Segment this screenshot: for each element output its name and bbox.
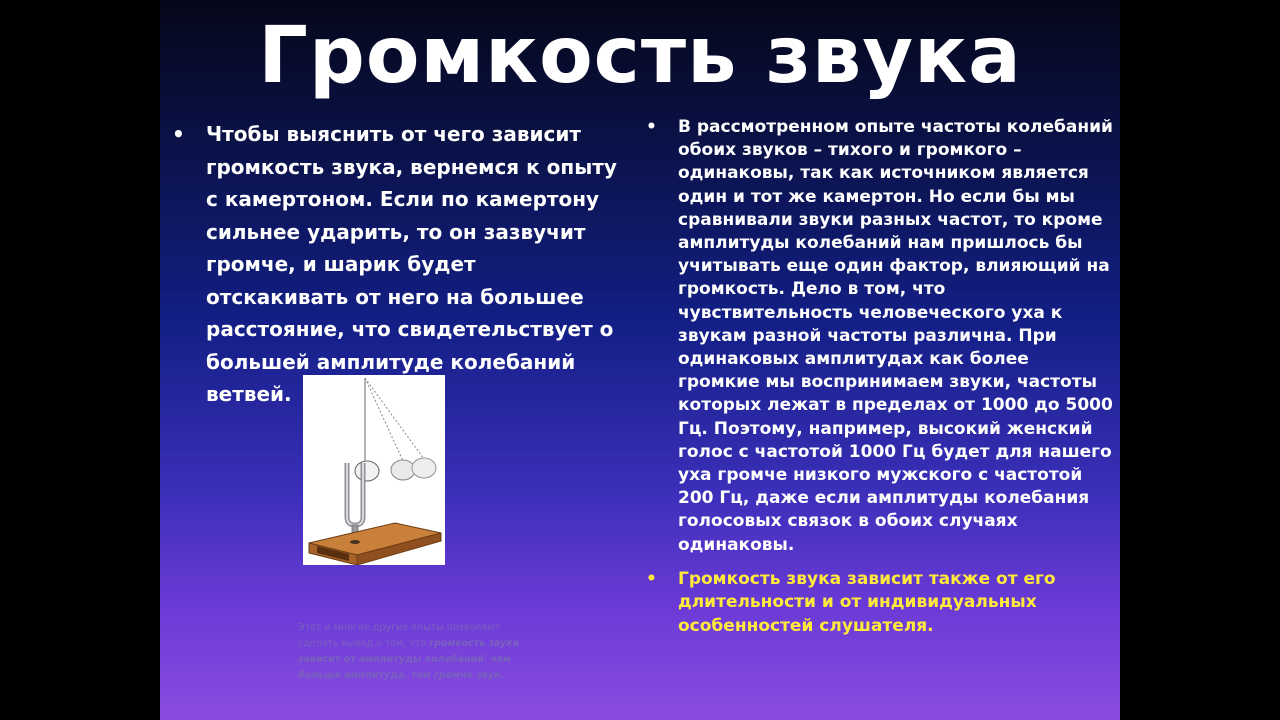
left-bullet — [172, 118, 622, 411]
bullet-marker: • — [646, 568, 657, 589]
bullet-marker: • — [646, 117, 657, 137]
right-bullet-2-text: Громкость звука зависит также от его длительности и от индивидуальных особенностей слушателя. — [678, 568, 1056, 636]
slide-title: Громкость звука — [258, 11, 1022, 101]
right-bullet-2 — [646, 568, 1116, 639]
caption-plain-text: Этот и многие другие опыты позволяют сделать вывод о том, что — [298, 622, 501, 649]
left-bullet-text: Чтобы выяснить от чего зависит громкость звука, вернемся к опыту с камертоном. Если по камертону сильнее ударить, то он зазвучит громче, и шарик будет отскакивать от него на большее расстояние, что свидетельствует о большей амплитуде колебаний ветвей. — [206, 122, 617, 406]
slide — [160, 0, 1120, 720]
figure-caption — [298, 620, 538, 684]
caption-emphasis: громкость звука зависит от амплитуды колебаний — [298, 638, 520, 665]
right-column — [646, 116, 1116, 638]
tuning-fork-illustration — [303, 375, 445, 565]
right-bullet-1-text: В рассмотренном опыте частоты колебаний обоих звуков – тихого и громкого – одинаковы, так как источником является один и тот же камертон. Но если бы мы сравнивали звуки разных частот, то кроме амплитуды колебаний нам пришлось бы учитывать еще один фактор, влияющий на громкость. Дело в том, что чувствительность человеческого уха к звукам разной частоты различна. При одинаковых амплитудах как более громкие мы воспринимаем звуки, частоты которых лежат в пределах от 1000 до 5000 Гц. Поэтому, например, высокий женский голос с частотой 1000 Гц будет для нашего уха громче низкого мужского с частотой 200 Гц, даже если амплитуды колебания голосовых связок в обоих случаях одинаковы. — [678, 117, 1113, 555]
caption-tail-plain: : — [483, 654, 491, 665]
bullet-marker: • — [172, 122, 185, 146]
left-column — [172, 118, 622, 411]
right-bullet-1 — [646, 116, 1116, 557]
tuning-fork-pendulum-icon — [303, 375, 445, 565]
caption-tail-emphasis: чем больше амплитуда, тем громче звук. — [298, 654, 511, 681]
